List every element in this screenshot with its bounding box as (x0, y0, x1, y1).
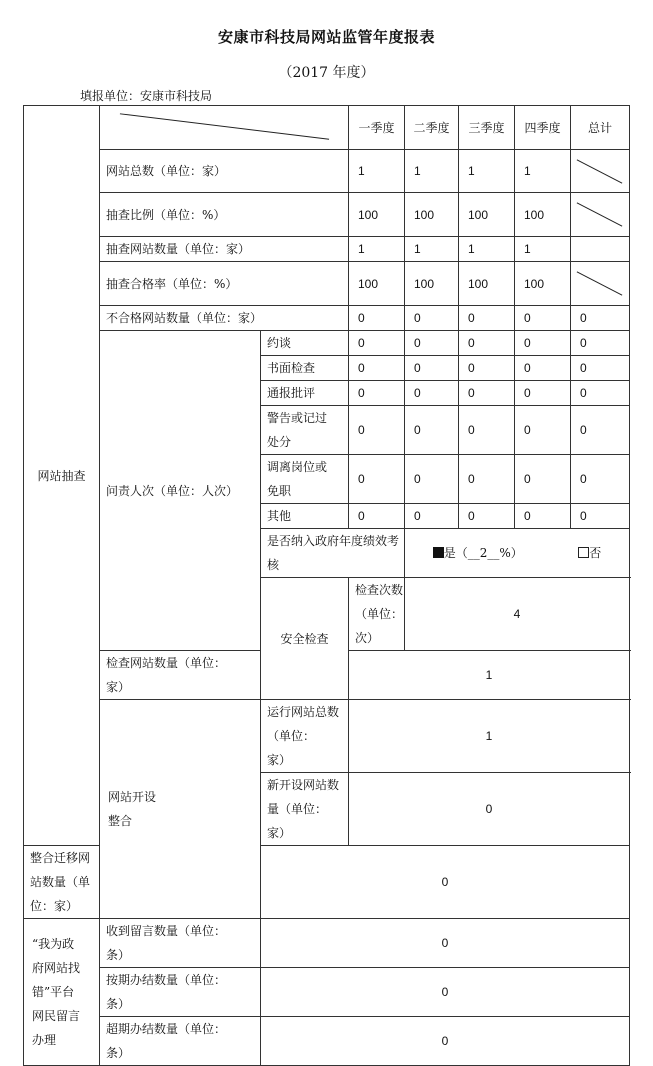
cell-value: 1 (405, 150, 459, 193)
label-line: 条） (106, 1046, 131, 1060)
cell-value: 0 (349, 773, 630, 846)
row-label-checked-count: 抽查网站数量（单位：家） (100, 237, 349, 262)
sub-label-line: 免职 (267, 484, 292, 498)
cell-value: 100 (405, 262, 459, 306)
section-line: 网民留言 (32, 1009, 81, 1023)
section-line: 网站开设 (108, 790, 157, 804)
cell-value: 0 (349, 406, 405, 455)
cell-value: 0 (571, 306, 630, 331)
table-row (24, 237, 630, 262)
yes-value: __2__ (467, 546, 500, 560)
cell-value: 1 (349, 237, 405, 262)
section-line: 错”平台 (32, 985, 75, 999)
cell-value: 0 (515, 504, 571, 529)
section-line: “我为政 (32, 937, 75, 951)
cell-value: 0 (349, 331, 405, 356)
cell-value: 0 (405, 331, 459, 356)
section-line: 府网站找 (32, 961, 81, 975)
checkbox-checked-icon (433, 547, 444, 558)
cell-value: 4 (405, 578, 630, 651)
cell-value: 0 (459, 306, 515, 331)
cell-value: 0 (571, 504, 630, 529)
cell-value: 0 (261, 968, 630, 1017)
table-row (24, 150, 630, 193)
label-line: 条） (106, 948, 131, 962)
label-line: 检查网站数量（单位： (106, 656, 227, 670)
label-line: 整合迁移网站数量（单 (30, 851, 91, 889)
cell-value: 0 (515, 406, 571, 455)
table-row (24, 306, 630, 331)
cell-value: 0 (405, 381, 459, 406)
label-line: 家） (267, 753, 292, 767)
cell-value: 1 (459, 237, 515, 262)
report-title: 安康市科技局网站监管年度报表 (217, 28, 435, 46)
row-label-overdue (100, 1017, 261, 1066)
cell-value: 0 (459, 356, 515, 381)
sub-label (261, 455, 349, 504)
section-spot-check: 网站抽查 (24, 106, 100, 846)
cell-value: 1 (349, 150, 405, 193)
cell-value: 100 (459, 262, 515, 306)
cell-value: 100 (515, 193, 571, 237)
total-na-cell (571, 150, 630, 193)
sub-label: 其他 (261, 504, 349, 529)
cell-value: 0 (349, 356, 405, 381)
cell-value: 100 (459, 193, 515, 237)
cell-value: 0 (515, 356, 571, 381)
cell-value: 0 (459, 504, 515, 529)
sub-label-line: 警告或记过 (267, 411, 328, 425)
diagonal-line (571, 262, 629, 305)
cell-value: 0 (349, 306, 405, 331)
section-security: 安全检查 (261, 578, 349, 700)
table-row (24, 262, 630, 306)
row-label-received (100, 919, 261, 968)
col-q2: 二季度 (405, 106, 459, 150)
cell-value: 0 (515, 306, 571, 331)
cell-value: 0 (571, 381, 630, 406)
section-line: 办理 (32, 1033, 57, 1047)
cell-value: 0 (405, 504, 459, 529)
sub-label: 约谈 (261, 331, 349, 356)
section-message-handling (24, 919, 100, 1066)
assessment-options (405, 529, 630, 578)
section-line: 整合 (108, 814, 133, 828)
cell-value: 0 (515, 331, 571, 356)
yes-suffix: %） (499, 546, 523, 560)
row-label-ontime (100, 968, 261, 1017)
assessment-yes (433, 541, 523, 565)
diagonal-line (100, 106, 348, 149)
sub-label: 书面检查 (261, 356, 349, 381)
cell-value: 100 (349, 193, 405, 237)
table-row (24, 919, 630, 968)
cell-value: 0 (349, 504, 405, 529)
row-label-assessment: 是否纳入政府年度绩效考核 (261, 529, 405, 578)
sub-label: 通报批评 (261, 381, 349, 406)
row-label-running (261, 700, 349, 773)
row-label-new (261, 773, 349, 846)
row-label-accountability: 问责人次（单位：人次） (100, 331, 261, 651)
cell-value: 1 (515, 150, 571, 193)
checkbox-unchecked-icon (578, 547, 589, 558)
cell-value: 0 (261, 846, 630, 919)
row-label-failed-count: 不合格网站数量（单位：家） (100, 306, 349, 331)
no-text: 否 (589, 546, 602, 560)
cell-value: 1 (349, 651, 630, 700)
row-label-check-ratio: 抽查比例（单位：%） (100, 193, 349, 237)
cell-value: 1 (349, 700, 630, 773)
header-diagonal-cell (100, 106, 349, 150)
cell-value: 0 (515, 381, 571, 406)
label-line: 条） (106, 997, 131, 1011)
cell-value: 0 (571, 406, 630, 455)
cell-value: 0 (571, 356, 630, 381)
reporting-unit: 填报单位：安康市科技局 (80, 89, 213, 103)
row-label-total-sites: 网站总数（单位：家） (100, 150, 349, 193)
table-row (24, 968, 630, 1017)
total-na-cell (571, 193, 630, 237)
report-table (23, 105, 630, 1066)
cell-value: 100 (515, 262, 571, 306)
cell-value: 0 (261, 919, 630, 968)
cell-value: 0 (405, 306, 459, 331)
label-line: 新开设网站数量（单位： (267, 778, 340, 816)
label-line: 运行网站总数（单位： (267, 705, 340, 743)
label-line: 按期办结数量（单位： (106, 973, 227, 987)
label-line: 位：家） (30, 899, 79, 913)
sub-label-line: 调离岗位或 (267, 460, 328, 474)
label-line: 收到留言数量（单位： (106, 924, 227, 938)
cell-value: 0 (261, 1017, 630, 1066)
row-label-migrated (24, 846, 100, 919)
sub-label (261, 406, 349, 455)
table-row (24, 193, 630, 237)
empty-cell (571, 237, 630, 262)
cell-value: 0 (459, 406, 515, 455)
diagonal-line (571, 150, 629, 192)
cell-value: 1 (459, 150, 515, 193)
cell-value: 0 (349, 455, 405, 504)
table-row (24, 1017, 630, 1066)
cell-value: 100 (405, 193, 459, 237)
cell-value: 0 (571, 455, 630, 504)
cell-value: 0 (405, 455, 459, 504)
cell-value: 1 (515, 237, 571, 262)
label-line: 家） (267, 826, 292, 840)
cell-value: 0 (459, 331, 515, 356)
label-line: 超期办结数量（单位： (106, 1022, 227, 1036)
yes-text: 是（ (443, 546, 468, 560)
label-line: 家） (106, 680, 131, 694)
table-row (24, 700, 630, 773)
diagonal-line (571, 193, 629, 236)
report-year: （2017 年度） (278, 65, 375, 81)
assessment-no (578, 541, 601, 565)
cell-value: 0 (515, 455, 571, 504)
cell-value: 0 (571, 331, 630, 356)
col-q4: 四季度 (515, 106, 571, 150)
sub-label-line: 处分 (267, 435, 292, 449)
cell-value: 100 (349, 262, 405, 306)
section-integration (100, 700, 261, 919)
cell-value: 0 (405, 356, 459, 381)
table-row (24, 331, 630, 356)
total-na-cell (571, 262, 630, 306)
row-label-check-times: 检查次数（单位：次） (349, 578, 405, 651)
cell-value: 0 (459, 455, 515, 504)
cell-value: 1 (405, 237, 459, 262)
cell-value: 0 (349, 381, 405, 406)
row-label-check-sites (100, 651, 261, 700)
col-q3: 三季度 (459, 106, 515, 150)
row-label-pass-rate: 抽查合格率（单位：%） (100, 262, 349, 306)
header-row (24, 106, 630, 150)
col-total: 总计 (571, 106, 630, 150)
cell-value: 0 (405, 406, 459, 455)
col-q1: 一季度 (349, 106, 405, 150)
cell-value: 0 (459, 381, 515, 406)
